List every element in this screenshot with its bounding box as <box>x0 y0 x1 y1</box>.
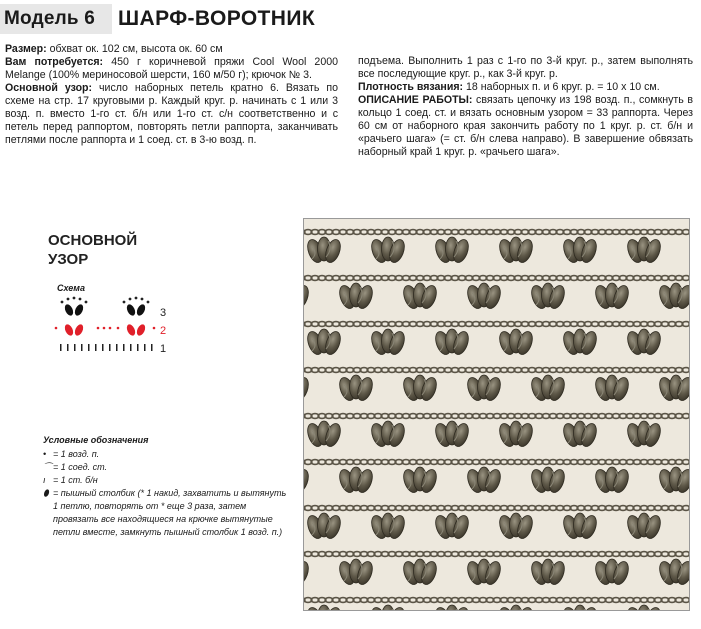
main-pattern-title <box>48 231 137 269</box>
row-number-2: 2 <box>160 325 167 337</box>
legend-item-puff <box>43 487 288 539</box>
crochet-schema-diagram <box>52 296 182 358</box>
continuation-text: подъема. Выполнить 1 раз с 1-го по 3-й круг. р., затем выполнять все последующие круг. р., как 3-й круг. р. <box>358 55 693 80</box>
work-text: связать цепочку из 198 возд. п., сомкнуть в кольцо 1 соед. ст. и вязать основным узором = 33 раппорта. Через 60 см от наборного края закончить работу по 1 круг. р. ст. б/н и «рачьего шага» (= ст. б/н слева направо). В завершение обвязать наборный край 1 круг. р. «рачьего шага». <box>358 94 693 158</box>
single-crochet-symbol: ı <box>43 475 46 485</box>
schema-row-1 <box>60 344 153 351</box>
legend-item-chain <box>43 448 288 461</box>
density-text: 18 наборных п. и 6 круг. р. = 10 х 10 см. <box>463 81 660 93</box>
legend-text: = 1 возд. п. <box>53 449 100 459</box>
work-label: ОПИСАНИЕ РАБОТЫ: <box>358 94 473 106</box>
density-label: Плотность вязания: <box>358 81 464 93</box>
puff-stitch-symbol: ⬮ <box>43 488 49 498</box>
slip-stitch-symbol: ⌒ <box>43 462 53 472</box>
size-text: обхват ок. 102 см, высота ок. 60 см <box>46 43 223 55</box>
knitted-sample-photo <box>303 218 690 611</box>
legend <box>43 434 288 539</box>
legend-text: = пышный столбик (* 1 накид, захватить и вытянуть 1 петлю, повторять от * еще 3 раза, затем провязать все находящиеся на крючке вытянутые петли вместе, замкнуть пышный столбик 1 возд. п.) <box>53 488 287 537</box>
main-pattern-title-line1: ОСНОВНОЙ <box>48 232 138 249</box>
main-pattern-title-line2: УЗОР <box>48 251 89 268</box>
pattern-text: число наборных петель кратно 6. Вязать по схеме на стр. 17 круговыми р. Каждый круг. р. начинать с 1 или 3 возд. п. вместо 1-го ст. б/н или 1-го ст. с/н соответственно и с петель перед раппортом, повторять петли раппорта, заканчивать петлями после раппорта и 1 соед. ст. в 3-ю возд. п. <box>5 82 338 146</box>
pattern-label: Основной узор: <box>5 82 93 94</box>
page-header <box>0 4 701 34</box>
chain-stitch-symbol: • <box>43 449 47 459</box>
knitted-sample-illustration <box>304 219 689 610</box>
schema-row-3 <box>61 297 150 317</box>
instructions-column-1 <box>5 43 338 147</box>
row-number-1: 1 <box>160 343 167 355</box>
legend-text: = 1 ст. б/н <box>53 475 98 485</box>
schema-label: Схема <box>57 283 85 293</box>
schema-row-2 <box>55 323 156 337</box>
row-number-3: 3 <box>160 307 167 319</box>
model-label: Модель 6 <box>0 4 112 34</box>
legend-item-single <box>43 474 288 487</box>
needs-label: Вам потребуется: <box>5 56 104 68</box>
needs-text: 450 г коричневой пряжи Cool Wool 2000 Melange (100% мериносовой шерсти, 160 м/50 г); крючок № 3. <box>5 56 338 81</box>
instructions-column-2 <box>358 55 693 159</box>
legend-title: Условные обозначения <box>43 435 149 445</box>
page-title: ШАРФ-ВОРОТНИК <box>118 7 316 30</box>
size-label: Размер: <box>5 43 47 55</box>
legend-text: = 1 соед. ст. <box>53 462 108 472</box>
legend-item-slip <box>43 461 288 474</box>
